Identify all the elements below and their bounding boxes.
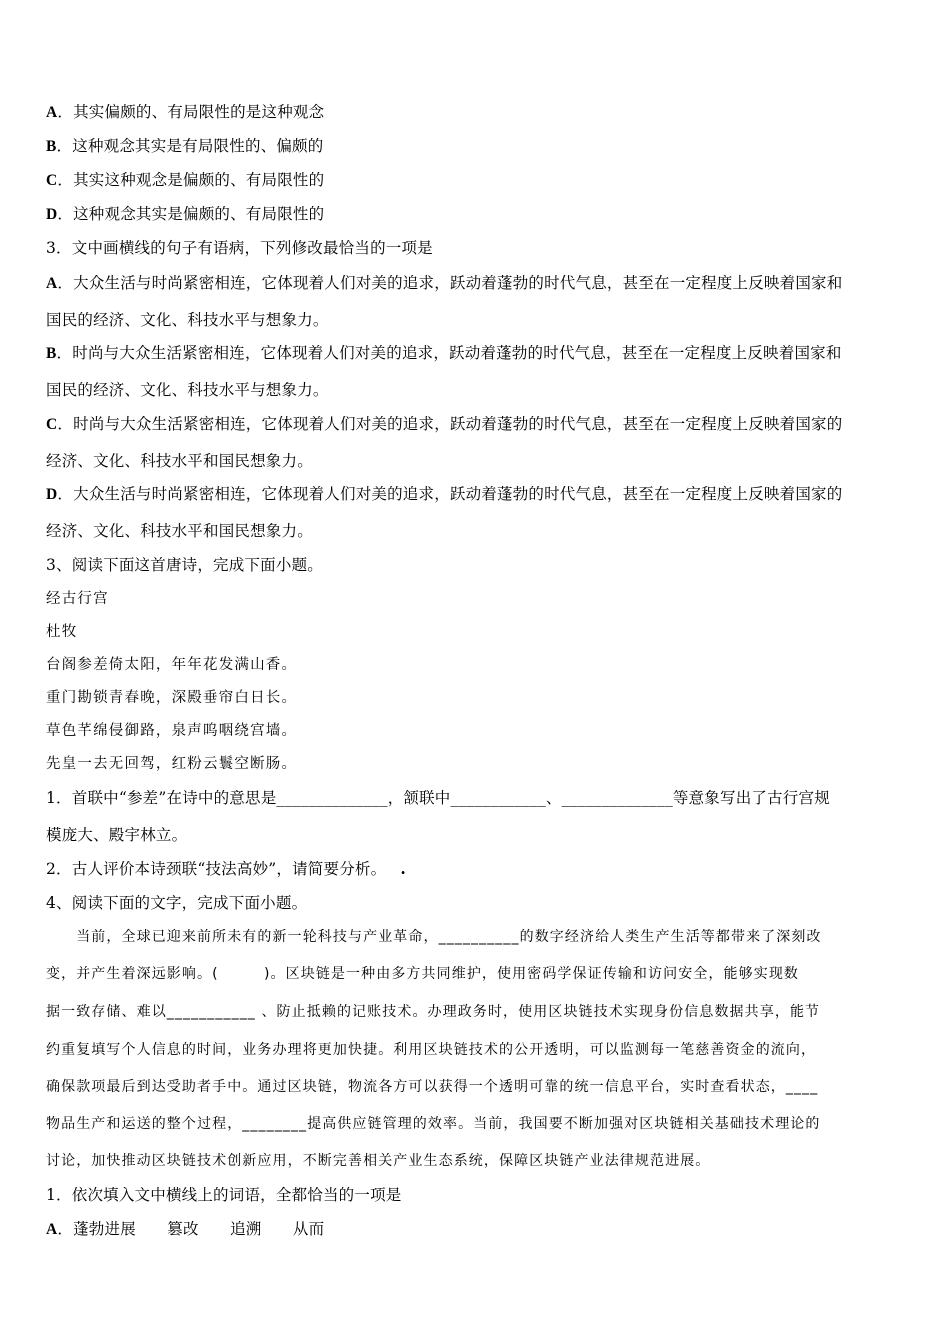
q2-option-d: D．这种观念其实是偏颇的、有局限性的 [46, 205, 325, 223]
option-text: 这种观念其实是有局限性的、偏颇的 [72, 137, 324, 155]
poem-line-1: 台阁参差倚太阳，年年花发满山香。 [46, 657, 298, 673]
option-label: A [46, 1221, 58, 1238]
section4-heading: 4、阅读下面的文字，完成下面小题。 [46, 894, 308, 912]
q3-stem: 3．文中画横线的句子有语病，下列修改最恰当的一项是 [46, 239, 433, 257]
passage-q1: 1．依次填入文中横线上的词语，全都恰当的一项是 [46, 1186, 402, 1204]
option-label: C [46, 416, 58, 433]
passage-line-3: 据一致存储、难以___________ 、防止抵赖的记账技术。办理政务时，使用区块链技术实现身份信息数据共享，能节 [46, 1004, 821, 1020]
q3-option-b-line1: B．时尚与大众生活紧密相连，它体现着人们对美的追求，跃动着蓬勃的时代气息，甚至在一定程度上反映着国家和 [46, 344, 842, 362]
q2-option-a: A．其实偏颇的、有局限性的是这种观念 [46, 103, 325, 121]
option-text: 其实偏颇的、有局限性的是这种观念 [73, 103, 325, 121]
passage-line-5: 确保款项最后到达受助者手中。通过区块链，物流各方可以获得一个透明可靠的统一信息平台，实时查看状态，____ [46, 1079, 819, 1095]
passage-line-1: 当前，全球已迎来前所未有的新一轮科技与产业革命，__________的数字经济给人类生产生活等都带来了深刻改 [46, 929, 822, 945]
section3-heading: 3、阅读下面这首唐诗，完成下面小题。 [46, 556, 323, 574]
q2-option-b: B．这种观念其实是有局限性的、偏颇的 [46, 137, 324, 155]
option-text: 这种观念其实是偏颇的、有局限性的 [73, 205, 325, 223]
q3-option-a-line1: A．大众生活与时尚紧密相连，它体现着人们对美的追求，跃动着蓬勃的时代气息，甚至在一定程度上反映着国家和 [46, 274, 843, 292]
passage-line-7: 讨论，加快推动区块链技术创新应用，不断完善相关产业生态系统，保障区块链产业法律规范进展。 [46, 1153, 711, 1169]
option-text: 时尚与大众生活紧密相连，它体现着人们对美的追求，跃动着蓬勃的时代气息，甚至在一定程度上反映着国家和 [72, 344, 842, 362]
q3-option-d-line1: D．大众生活与时尚紧密相连，它体现着人们对美的追求，跃动着蓬勃的时代气息，甚至在一定程度上反映着国家的 [46, 485, 843, 503]
passage-line-4: 约重复填写个人信息的时间，业务办理将更加快捷。利用区块链技术的公开透明，可以监测每一笔慈善资金的流向， [46, 1042, 817, 1058]
q2-option-c: C．其实这种观念是偏颇的、有局限性的 [46, 171, 325, 189]
question-mark-dot: . [400, 859, 406, 878]
poem-line-3: 草色芊绵侵御路，泉声呜咽绕宫墙。 [46, 723, 298, 739]
q3-option-d-line2: 经济、文化、科技水平和国民想象力。 [46, 522, 313, 540]
option-label: D [46, 206, 58, 223]
option-text: 大众生活与时尚紧密相连，它体现着人们对美的追求，跃动着蓬勃的时代气息，甚至在一定程度上反映着国家和 [73, 274, 843, 292]
q3-option-c-line2: 经济、文化、科技水平和国民想象力。 [46, 452, 313, 470]
option-text: 时尚与大众生活紧密相连，它体现着人们对美的追求，跃动着蓬勃的时代气息，甚至在一定程度上反映着国家的 [73, 415, 843, 433]
option-text: 蓬勃进展 篡改 追溯 从而 [73, 1220, 325, 1238]
question-text: 2．古人评价本诗颈联“技法高妙”，请简要分析。 [46, 860, 387, 878]
option-text: 其实这种观念是偏颇的、有局限性的 [73, 171, 325, 189]
q3-option-c-line1: C．时尚与大众生活紧密相连，它体现着人们对美的追求，跃动着蓬勃的时代气息，甚至在一定程度上反映着国家的 [46, 415, 843, 433]
option-label: D [46, 486, 58, 503]
passage-q1-option-a: A．蓬勃进展 篡改 追溯 从而 [46, 1220, 325, 1238]
poem-title: 经古行宫 [46, 591, 109, 607]
option-text: 大众生活与时尚紧密相连，它体现着人们对美的追求，跃动着蓬勃的时代气息，甚至在一定程度上反映着国家的 [73, 485, 843, 503]
passage-line-2: 变，并产生着深远影响。( )。区块链是一种由多方共同维护，使用密码学保证传输和访问安全，能够实现数 [46, 966, 800, 982]
q3-option-a-line2: 国民的经济、文化、科技水平与想象力。 [46, 311, 329, 329]
poem-line-2: 重门勘锁青春晚，深殿垂帘白日长。 [46, 690, 298, 706]
option-label: B [46, 138, 57, 155]
poem-q2 [46, 859, 906, 879]
passage-line-6: 物品生产和运送的整个过程，________提高供应链管理的效率。当前，我国要不断加强对区块链相关基础技术理论的 [46, 1116, 821, 1132]
option-label: C [46, 172, 58, 189]
poem-line-4: 先皇一去无回驾，红粉云鬟空断肠。 [46, 756, 298, 772]
option-label: A [46, 275, 58, 292]
option-label: B [46, 345, 57, 362]
poem-q1-line2: 模庞大、殿宇林立。 [46, 826, 188, 844]
poem-q1-line1: 1．首联中“参差”在诗中的意思是______________，颔联中____________、______________等意象写出了古行宫规 [46, 789, 830, 807]
poem-author: 杜牧 [46, 624, 78, 640]
q3-option-b-line2: 国民的经济、文化、科技水平与想象力。 [46, 381, 329, 399]
option-label: A [46, 104, 58, 121]
